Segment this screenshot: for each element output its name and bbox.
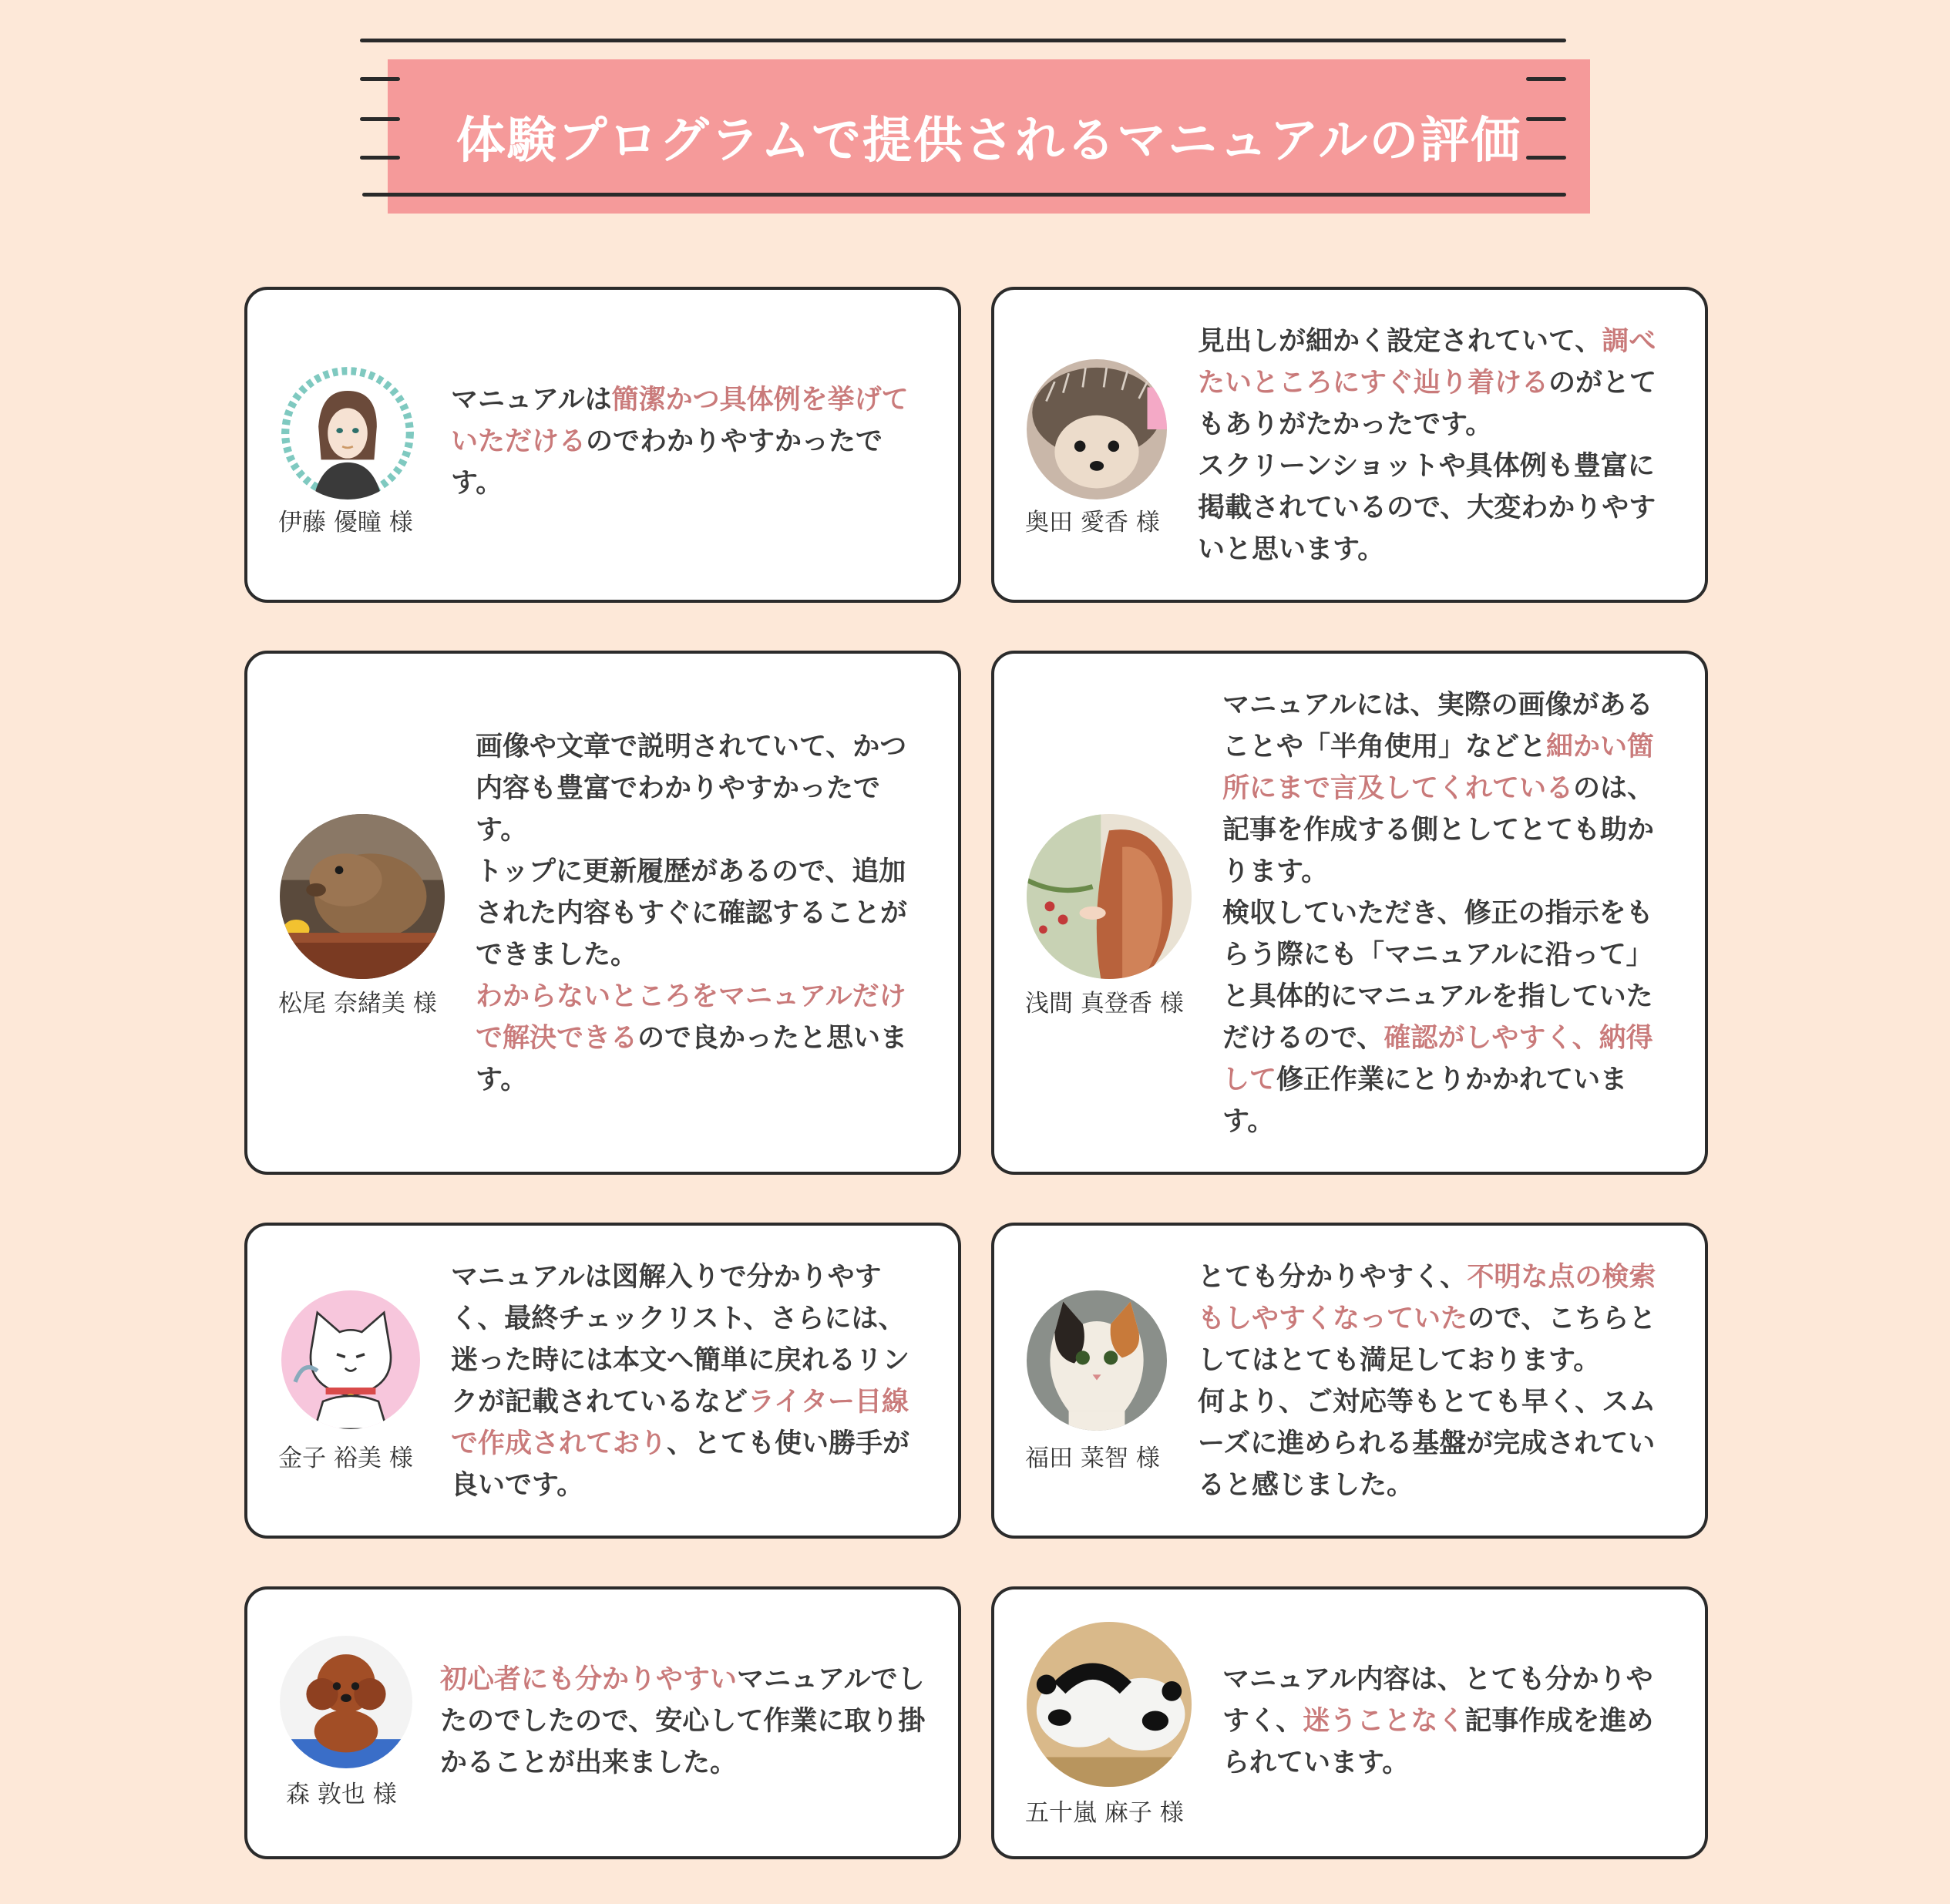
- highlight-text: 調べたいところにすぐ辿り着ける: [1198, 326, 1656, 399]
- review-text: [451, 379, 929, 504]
- review-text-segment: スクリーンショットや具体例も豊富に掲載されているので、大変わかりやすいと思います。: [1198, 451, 1656, 565]
- review-text-segment: 画像や文章で説明されていて、かつ内容も豊富でわかりやすかったです。: [476, 732, 907, 846]
- review-paragraph: [1222, 685, 1677, 893]
- capybara-photo: [280, 814, 445, 979]
- review-text-segment: のがとてもありがたかったです。: [1198, 368, 1657, 440]
- review-text-segment: 見出しが細かく設定されていて、: [1198, 326, 1602, 357]
- review-text: [451, 1256, 929, 1506]
- review-paragraph: [1198, 321, 1676, 446]
- review-text-segment: マニュアルは図解入りで分かりやすく、最終チェックリスト、さらには、迷った時には本文へ簡単に戻れるリンクが記載されているなど: [451, 1262, 910, 1418]
- panda-cubs-photo: [1027, 1622, 1192, 1787]
- highlight-text: 迷うことなく: [1303, 1706, 1465, 1737]
- title-section: [0, 0, 1950, 231]
- reviewer-name: 五十嵐 麻子 様: [1025, 1799, 1184, 1827]
- poodle-photo: [280, 1636, 412, 1768]
- page-title: 体験プログラムで提供されるマニュアルの評価: [456, 113, 1522, 170]
- review-paragraph: [440, 1659, 933, 1784]
- review-text-segment: のでわかりやすかったです。: [451, 426, 883, 499]
- review-text-segment: マニュアルには、実際の画像があることや「半角使用」などと: [1222, 690, 1653, 762]
- review-text-segment: ので、こちらとしてはとても満足しております。: [1198, 1304, 1656, 1376]
- review-paragraph: [1198, 446, 1676, 570]
- testimonial-card: [244, 1586, 961, 1859]
- testimonial-card: [991, 287, 1708, 603]
- review-text: [1222, 1659, 1677, 1784]
- highlight-text: 不明な点の検索もしやすくなっていた: [1198, 1262, 1656, 1334]
- highlight-text: ライター目線で作成されており: [451, 1387, 909, 1459]
- reviewer-name: 奥田 愛香 様: [1025, 509, 1160, 537]
- review-text-segment: ので良かったと思います。: [476, 1023, 908, 1095]
- review-text: [1198, 1256, 1676, 1506]
- testimonial-card: [244, 287, 961, 603]
- testimonial-card: [991, 1223, 1708, 1539]
- review-text-segment: とても分かりやすく、: [1198, 1262, 1468, 1293]
- reviewer-name: 伊藤 優瞳 様: [278, 509, 413, 537]
- review-paragraph: [451, 1256, 929, 1506]
- review-paragraph: [476, 976, 930, 1101]
- review-paragraph: [1198, 1256, 1676, 1381]
- review-text: [476, 726, 930, 1101]
- highlight-text: 初心者にも分かりやすい: [440, 1664, 738, 1695]
- cartoon-cat-icon: [281, 1290, 420, 1429]
- review-paragraph: [476, 851, 930, 976]
- testimonial-card: [244, 651, 961, 1175]
- reviewer-name: 松尾 奈緒美 様: [278, 990, 437, 1018]
- reviewer-name: 福田 菜智 様: [1025, 1445, 1160, 1472]
- review-text: [1222, 685, 1677, 1142]
- hedgehog-photo: [1027, 359, 1167, 500]
- review-text-segment: 、とても使い勝手が良いです。: [451, 1428, 910, 1501]
- highlight-text: 細かい箇所にまで言及してくれている: [1222, 732, 1655, 804]
- review-paragraph: [476, 726, 930, 851]
- reviewer-name: 森 敦也 様: [286, 1781, 397, 1808]
- review-paragraph: [1222, 1659, 1677, 1784]
- highlight-text: わからないところをマニュアルだけで解決できる: [476, 981, 906, 1054]
- review-text: [440, 1659, 933, 1784]
- review-text: [1198, 321, 1676, 570]
- reviewer-name: 浅間 真登香 様: [1025, 990, 1184, 1018]
- review-text-segment: 記事作成を進められています。: [1222, 1706, 1654, 1778]
- testimonial-card: [244, 1223, 961, 1539]
- review-text-segment: 何より、ご対応等もとても早く、スムーズに進められる基盤が完成されていると感じました。: [1198, 1387, 1656, 1501]
- review-text-segment: マニュアルでしたのでしたので、安心して作業に取り掛かることが出来ました。: [440, 1664, 926, 1778]
- reviewer-name: 金子 裕美 様: [278, 1445, 413, 1472]
- title-top-rule: [360, 39, 1566, 42]
- review-text-segment: 検収していただき、修正の指示をもらう際にも「マニュアルに沿って」と具体的にマニュアルを指していただけるので、: [1222, 898, 1653, 1054]
- review-text-segment: マニュアル内容は、とても分かりやすく、: [1222, 1664, 1653, 1737]
- review-paragraph: [451, 379, 929, 504]
- testimonial-card: [991, 1586, 1708, 1859]
- review-paragraph: [1198, 1381, 1676, 1506]
- woman-strawberries-photo: [1027, 814, 1192, 979]
- testimonial-card: [991, 651, 1708, 1175]
- review-text-segment: マニュアルは: [451, 385, 612, 415]
- calico-cat-photo: [1027, 1290, 1167, 1431]
- review-paragraph: [1222, 893, 1677, 1142]
- illustrated-woman-icon: [281, 367, 414, 500]
- review-text-segment: のは、記事を作成する側としてとても助かります。: [1222, 773, 1655, 887]
- highlight-text: 確認がしやすく、納得して: [1222, 1023, 1653, 1095]
- highlight-text: 簡潔かつ具体例を挙げていただける: [451, 385, 909, 457]
- review-text-segment: トップに更新履歴があるので、追加された内容もすぐに確認することができました。: [476, 856, 908, 971]
- review-text-segment: 修正作業にとりかかれています。: [1222, 1065, 1628, 1137]
